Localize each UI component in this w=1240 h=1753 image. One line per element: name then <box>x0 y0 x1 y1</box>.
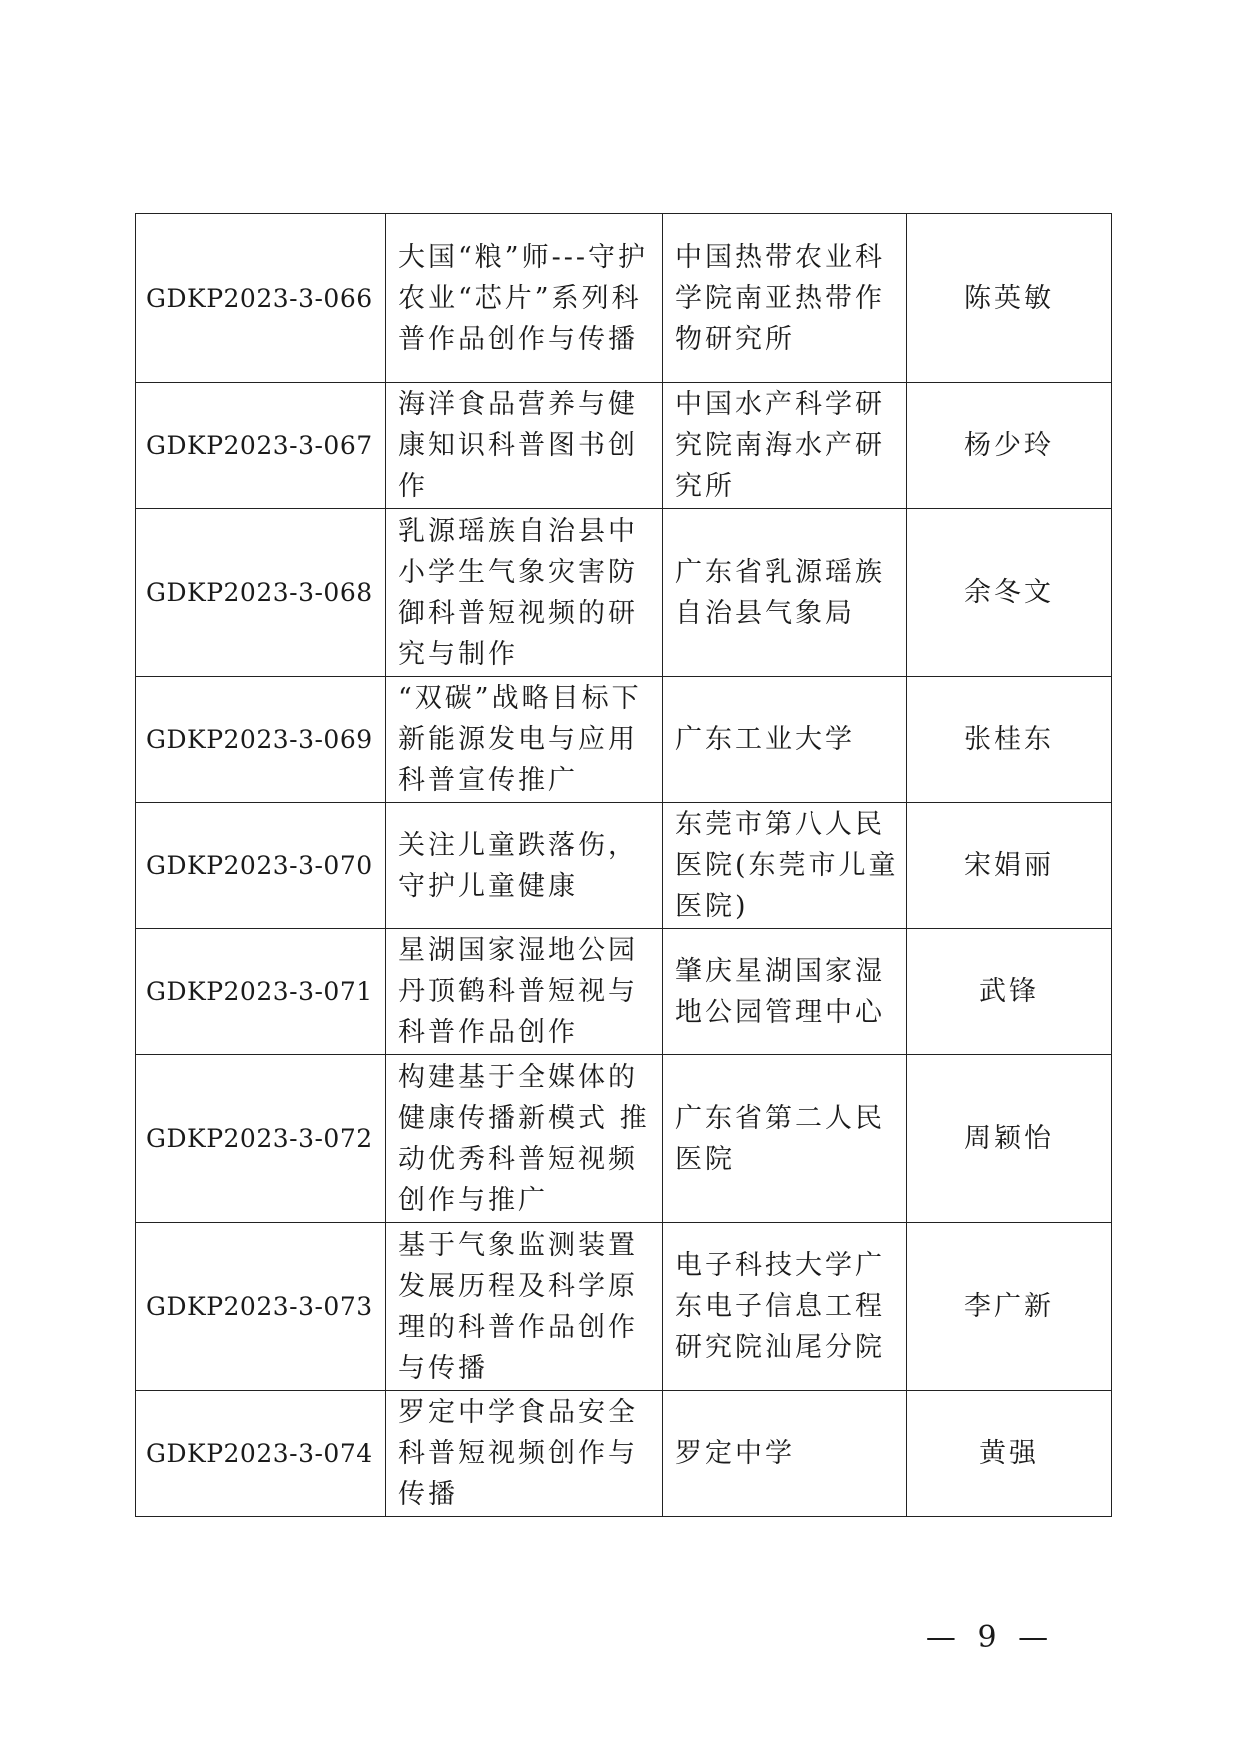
table-row <box>136 1055 1112 1223</box>
organization: 广东工业大学 <box>663 677 907 803</box>
project-title: 基于气象监测装置发展历程及科学原理的科普作品创作与传播 <box>386 1223 663 1391</box>
project-title: 大国“粮”师---守护农业“芯片”系列科普作品创作与传播 <box>386 214 663 383</box>
page-number: — 9 — <box>925 1620 1055 1655</box>
organization: 中国热带农业科学院南亚热带作物研究所 <box>663 214 907 383</box>
project-leader: 黄强 <box>907 1391 1112 1517</box>
project-leader: 武锋 <box>907 929 1112 1055</box>
project-title: 关注儿童跌落伤，守护儿童健康 <box>386 803 663 929</box>
organization: 广东省第二人民医院 <box>663 1055 907 1223</box>
project-code: GDKP2023-3-066 <box>136 214 386 383</box>
project-code: GDKP2023-3-067 <box>136 383 386 509</box>
table-row <box>136 803 1112 929</box>
project-code: GDKP2023-3-074 <box>136 1391 386 1517</box>
project-code: GDKP2023-3-070 <box>136 803 386 929</box>
organization: 中国水产科学研究院南海水产研究所 <box>663 383 907 509</box>
project-leader: 陈英敏 <box>907 214 1112 383</box>
organization: 电子科技大学广东电子信息工程研究院汕尾分院 <box>663 1223 907 1391</box>
project-title: 罗定中学食品安全科普短视频创作与传播 <box>386 1391 663 1517</box>
organization: 罗定中学 <box>663 1391 907 1517</box>
table-row <box>136 677 1112 803</box>
organization: 广东省乳源瑶族自治县气象局 <box>663 509 907 677</box>
project-title: 构建基于全媒体的健康传播新模式 推动优秀科普短视频创作与推广 <box>386 1055 663 1223</box>
project-code: GDKP2023-3-072 <box>136 1055 386 1223</box>
table-row <box>136 1223 1112 1391</box>
project-code: GDKP2023-3-071 <box>136 929 386 1055</box>
project-leader: 李广新 <box>907 1223 1112 1391</box>
project-leader: 余冬文 <box>907 509 1112 677</box>
project-leader: 宋娟丽 <box>907 803 1112 929</box>
project-leader: 杨少玲 <box>907 383 1112 509</box>
organization: 肇庆星湖国家湿地公园管理中心 <box>663 929 907 1055</box>
table-row <box>136 383 1112 509</box>
project-leader: 周颖怡 <box>907 1055 1112 1223</box>
table-row <box>136 1391 1112 1517</box>
project-code: GDKP2023-3-069 <box>136 677 386 803</box>
table-row <box>136 929 1112 1055</box>
project-code: GDKP2023-3-068 <box>136 509 386 677</box>
project-title: 乳源瑶族自治县中小学生气象灾害防御科普短视频的研究与制作 <box>386 509 663 677</box>
project-title: 海洋食品营养与健康知识科普图书创作 <box>386 383 663 509</box>
organization: 东莞市第八人民医院(东莞市儿童医院) <box>663 803 907 929</box>
project-code: GDKP2023-3-073 <box>136 1223 386 1391</box>
project-leader: 张桂东 <box>907 677 1112 803</box>
project-table <box>135 213 1112 1517</box>
table-row <box>136 509 1112 677</box>
project-title: “双碳”战略目标下新能源发电与应用科普宣传推广 <box>386 677 663 803</box>
project-title: 星湖国家湿地公园丹顶鹤科普短视与科普作品创作 <box>386 929 663 1055</box>
table-row <box>136 214 1112 383</box>
